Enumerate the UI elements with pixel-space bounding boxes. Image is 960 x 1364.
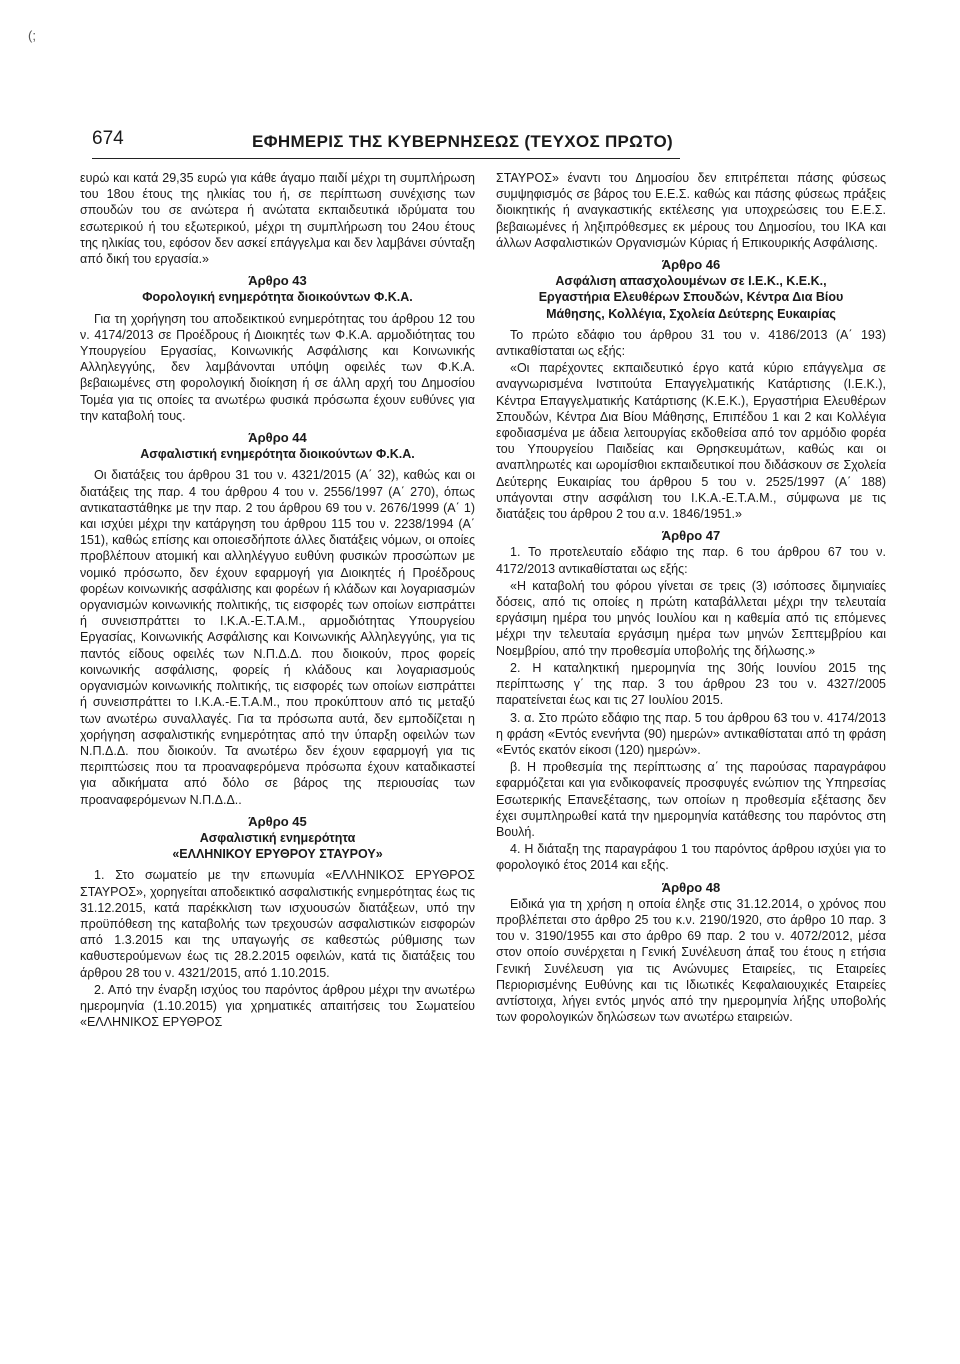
left-column <box>80 170 475 1031</box>
article-44-text: Οι διατάξεις του άρθρου 31 του ν. 4321/2015 (Α΄ 32), καθώς και οι διατάξεις της παρ. 4 του άρθρου 4 του ν. 2556/1997 (Α΄ 270), όπως αντικαταστάθηκε με την παρ. 2 του άρθρου 69 του ν. 2676/1999 (Α΄ 1) και ισχύει μέχρι την κατάργηση του άρθρου 115 του ν. 2238/1994 (Α΄ 151), καθώς επίσης και οποιεσδήποτε άλλες διατάξεις νόμων, οι οποίες προβλέπουν ατομική και αλληλέγγυο ευθύνη φυσικών προσώπων με νομικό πρόσωπο, δεν έχουν εφαρμογή για Διοικητές ή Προέδρους φορέων κοινωνικής ασφάλισης και φορέων ή κλάδων και λογαριασμών οργανισμών κοινωνικής πολιτικής, τις εισφορές των οποίων εισπράττει ή συνεισπράττει το Ι.Κ.Α.-Ε.Τ.Α.Μ., αρμοδιότητας Υπουργείου Εργασίας, Κοινωνικής Ασφάλισης και Κοινωνικής Αλληλεγγύης, για τις παντός είδους οφειλές των Ν.Π.Δ.Δ. που διοικούν, προς φορείς κοινωνικής ασφάλισης, φορείς ή κλάδους και λογαριασμούς οργανισμών κοινωνικής πολιτικής, τις εισφορές των οποίων εισπράττει ή συνεισπράττει το Ι.Κ.Α.-Ε.Τ.Α.Μ., που προκύπτουν από τις μεταξύ των ανωτέρω συναλλαγές. Για τα πρόσωπα αυτά, δεν εμποδίζεται η χορήγηση ασφαλιστικής ενημερότητας από την ύπαρξη οφειλών των Ν.Π.Δ.Δ. που διοικούν. Τα ανωτέρω δεν έχουν εφαρμογή για τις περιπτώσεις που τα προαναφερόμενα πρόσωπα έχουν καταδικαστεί για αδικήματα από δόλο σε βάρος της περιουσίας των προαναφερόμενων Ν.Π.Δ.Δ.. <box>80 468 475 807</box>
article-46-subtitle-1: Ασφάλιση απασχολουμένων σε Ι.Ε.Κ., Κ.Ε.Κ., <box>555 274 827 289</box>
article-46-paragraph-2: «Οι παρέχοντες εκπαιδευτικό έργο κατά κύριο επάγγελμα σε αναγνωρισμένα Ινστιτούτα Επαγγελματικής Κατάρτισης (Ι.Ε.Κ.), Κέντρα Επαγγελματικής Κατάρτισης (Κ.Ε.Κ.), Εργαστήρια Ελευθέρων Σπουδών, Κέντρα Δια Βίου Μάθησης, Επιπέδου 1 και 2 και Κολλέγια εφοδιασμένα με άδεια λειτουργίας εκδοθείσα από τον αρμόδιο φορέα του Υπουργείου Παιδείας και Θρησκευμάτων, καθώς και οι αναπληρωτές και ωρομίσθιοι εκπαιδευτικοί που διδάσκουν σε Σχολεία Δεύτερης Ευκαιρίας του άρθρου 5 του ν. 2525/1997 (Α΄ 188) υπάγονται στην ασφάλιση του Ι.Κ.Α.-Ε.Τ.Α.Μ., σύμφωνα με τις διατάξεις του άρθρου 2 του α.ν. 1846/1951.» <box>496 361 886 522</box>
article-46-paragraph-1: Το πρώτο εδάφιο του άρθρου 31 του ν. 4186/2013 (Α΄ 193) αντικαθίσταται ως εξής: <box>496 327 886 359</box>
right-column <box>496 170 886 1026</box>
page-number: 674 <box>92 128 124 149</box>
article-45-title: Άρθρο 45 <box>248 813 307 829</box>
article-47-paragraph-6: 4. Η διάταξη της παραγράφου 1 του παρόντος άρθρου ισχύει για το φορολογικό έτος 2014 και εξής. <box>496 842 886 873</box>
article-48-paragraph-1: Ειδικά για τη χρήση η οποία έληξε στις 31.12.2014, ο χρόνος που προβλέπεται στο άρθρο 25 του κ.ν. 2190/1920, στο άρθρο 10 παρ. 3 του ν. 3190/1955 και στο άρθρο 69 παρ. 2 του ν. 4072/2012, μέσα στον οποίο συνέρχεται η Γενική Συνέλευση άπαξ του έτους η ετήσια Γενική Συνέλευση για τις Ανώνυμες Εταιρείες, τις Εταιρείες Περιορισμένης Ευθύνης και τις Ιδιωτικές Κεφαλαιουχικές Εταιρείες αντίστοιχα, λήγει εντός μηνός από την ημερομηνία λήξης υποβολής των φορολογικών δηλώσεων των ανωτέρω εταιρειών. <box>496 896 886 1025</box>
scan-mark: (; <box>28 28 36 43</box>
continued-paragraph: ΣΤΑΥΡΟΣ» έναντι του Δημοσίου δεν επιτρέπεται πάσης φύσεως συμψηφισμός σε βάρος του Ε.Ε.Σ. καθώς και πάσης φύσεως πράξεις διοικητικής ή αναγκαστικής εκτέλεσης για υποχρεώσεις του Ε.Ε.Σ. βεβαιωμένες ή ληξιπρόθεσμες εκ μέρους του Δημοσίου, του ΙΚΑ και άλλων Ασφαλιστικών Οργανισμών Κύριας ή Επικουρικής Ασφάλισης. <box>496 171 886 250</box>
article-46-title: Άρθρο 46 <box>661 257 721 273</box>
article-45-paragraph-1: 1. Στο σωματείο με την επωνυμία «ΕΛΛΗΝΙΚΟΣ ΕΡΥΘΡΟΣ ΣΤΑΥΡΟΣ», χορηγείται αποδεικτικό ασφαλιστικής ενημερότητας έως τις 31.12.2015, κατά παρέκκλιση των ισχυουσών διατάξεων, υπό την προϋπόθεση της καταβολής των τρεχουσών ασφαλιστικών εισφορών από 1.3.2015 και της υπαγωγής σε καθεστώς ρύθμισης των καθυστερούμενων έως τις 28.2.2015 οφειλών, κατά τις διατάξεις του άρθρου 28 του ν. 4321/2015, από 1.10.2015. <box>80 868 475 980</box>
article-46-subtitle-3: Μάθησης, Κολλέγια, Σχολεία Δεύτερης Ευκαιρίας <box>546 306 836 321</box>
article-45-subtitle-2: «ΕΛΛΗΝΙΚΟΥ ΕΡΥΘΡΟΥ ΣΤΑΥΡΟΥ» <box>172 847 383 862</box>
article-48-title: Άρθρο 48 <box>661 879 721 895</box>
article-45-subtitle-1: Ασφαλιστική ενημερότητα <box>199 830 356 845</box>
article-47-paragraph-1: 1. Το προτελευταίο εδάφιο της παρ. 6 του άρθρου 67 του ν. 4172/2013 αντικαθίσταται ως εξής: <box>496 545 886 576</box>
article-43-text: Για τη χορήγηση του αποδεικτικού ενημερότητας του άρθρου 12 του ν. 4174/2013 σε Προέδρους ή Διοικητές των Φ.Κ.Α. αρμοδιότητας του Υπουργείου Εργασίας, Κοινωνικής Ασφάλισης και Κοινωνικής Αλληλεγγύης, δεν λαμβάνονται υπόψη οφειλές των Φ.Κ.Α. βεβαιωμένες στη φορολογική διοίκηση ή σε άλλη αρχή του Δημοσίου Τομέα για τις οποίες τα ανωτέρω φυσικά πρόσωπα έχουν ευθύνες για την καταβολή τους. <box>80 311 475 423</box>
article-45-paragraph-2: 2. Από την έναρξη ισχύος του παρόντος άρθρου μέχρι την ανωτέρω ημερομηνία (1.10.2015) για χρηματικές απαιτήσεις του Σωματείου «ΕΛΛΗΝΙΚΟΣ ΕΡΥΘΡΟΣ <box>80 982 475 1030</box>
journal-title: ΕΦΗΜΕΡΙΣ ΤΗΣ ΚΥΒΕΡΝΗΣΕΩΣ (ΤΕΥΧΟΣ ΠΡΩΤΟ) <box>252 132 673 151</box>
header-rule <box>92 158 680 159</box>
article-47-title: Άρθρο 47 <box>661 528 721 544</box>
continued-paragraph: ευρώ και κατά 29,35 ευρώ για κάθε άγαμο παιδί μέχρι τη συμπλήρωση του 18ου έτους της ηλικίας του ή, σε περίπτωση συνέχισης των σπουδών του σε ανώτερα ή ανώτατα εκπαιδευτικά ιδρύματα του εσωτερικού ή του εξωτερικού, μέχρι τη συμπλήρωση του 24ου έτους της ηλικίας του, εφόσον δεν ασκεί επάγγελμα και δεν λαμβάνει σύνταξη από δική του εργασία.» <box>80 171 475 267</box>
article-47-paragraph-5: β. Η προθεσμία της περίπτωσης α΄ της παρούσας παραγράφου εφαρμόζεται και για ενδικοφανείς προσφυγές ενώπιον της Υπηρεσίας Εσωτερικής Επανεξέτασης, των οποίων η προθεσμία εξέτασης δεν έχει συμπληρωθεί κατά την ημερομηνία κατάθεσης του παρόντος στη Βουλή. <box>496 760 886 839</box>
article-47-paragraph-4: 3. α. Στο πρώτο εδάφιο της παρ. 5 του άρθρου 63 του ν. 4174/2013 η φράση «Εντός ενενήντα (90) ημερών» αντικαθίσταται από τη φράση «Εντός εκατόν είκοσι (120) ημερών». <box>496 710 886 757</box>
article-43-subtitle: Φορολογική ενημερότητα διοικούντων Φ.Κ.Α. <box>142 290 413 305</box>
article-44-subtitle: Ασφαλιστική ενημερότητα διοικούντων Φ.Κ.Α. <box>140 447 415 462</box>
article-47-paragraph-2: «Η καταβολή του φόρου γίνεται σε τρεις (3) ισόποσες διμηνιαίες δόσεις, από τις οποίες η πρώτη καταβάλλεται μέχρι την τελευταία εργάσιμη ημέρα του μηνός Ιουλίου και η καθεμία από τις επόμενες μέχρι την τελευταία εργάσιμη ημέρα των μηνών Σεπτεμβρίου και Νοεμβρίου, από την προθεσμία υποβολής της δήλωσης.» <box>496 578 886 658</box>
article-47-paragraph-3: 2. Η καταληκτική ημερομηνία της 30ής Ιουνίου 2015 της περίπτωσης γ΄ της παρ. 3 του άρθρου 23 του ν. 4327/2005 παρατείνεται έως και τις 27 Ιουλίου 2015. <box>496 660 886 708</box>
article-44-title: Άρθρο 44 <box>248 430 307 446</box>
article-43-title: Άρθρο 43 <box>248 273 307 289</box>
article-46-subtitle-2: Εργαστήρια Ελευθέρων Σπουδών, Κέντρα Δια Βίου <box>538 290 844 305</box>
